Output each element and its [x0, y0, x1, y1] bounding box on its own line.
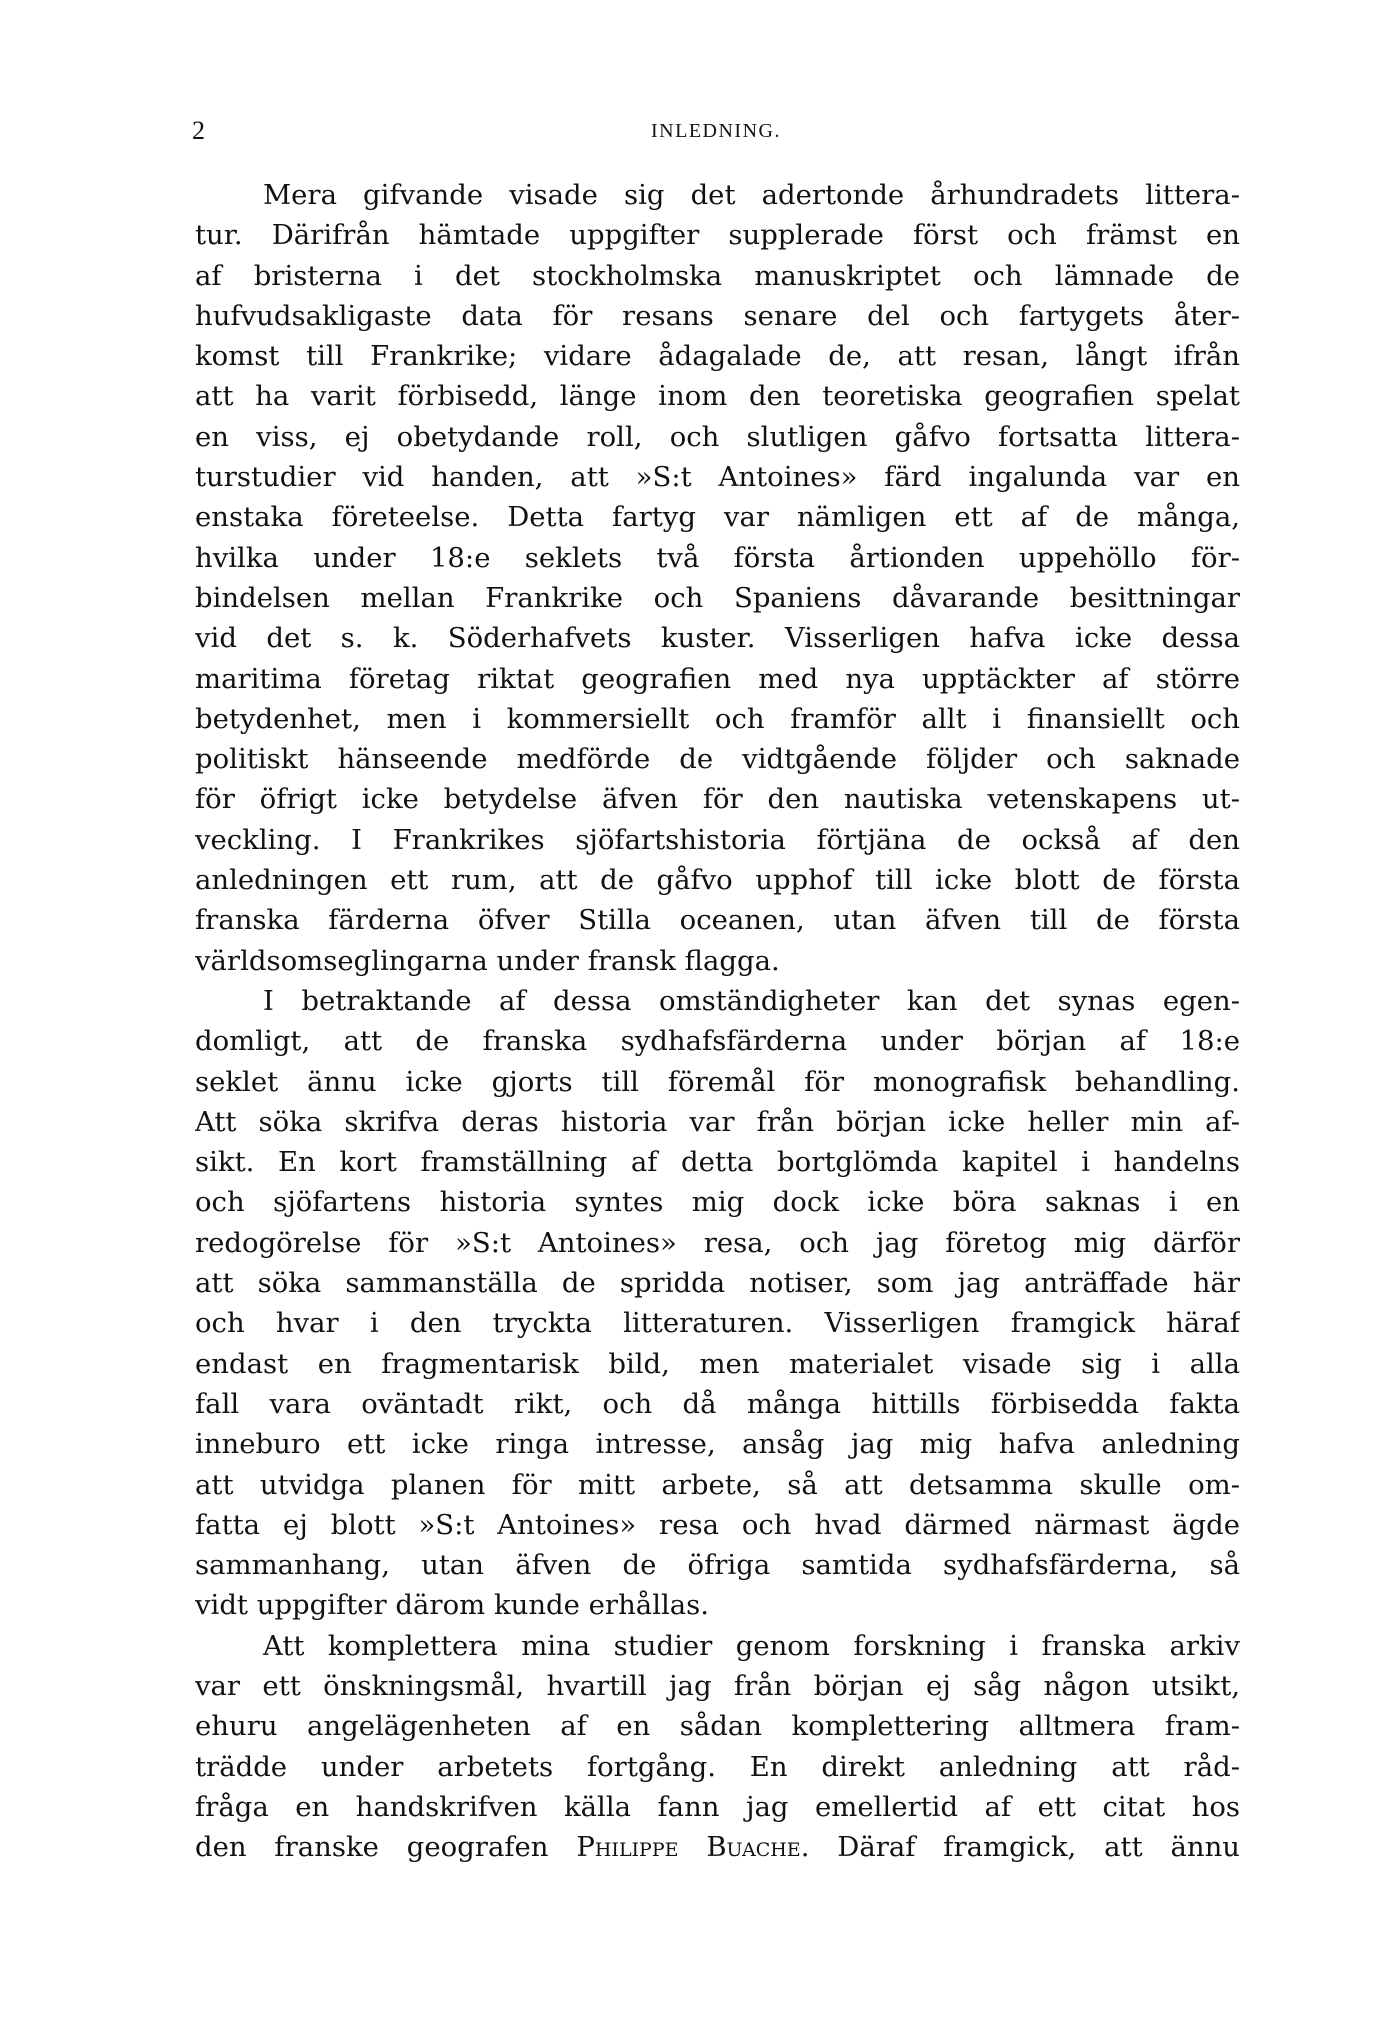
text-line: för öfrigt icke betydelse äfven för den nautiska vetenskapens ut- [195, 783, 1240, 816]
text-line: en viss, ej obetydande roll, och slutligen gåfvo fortsatta littera- [195, 420, 1240, 453]
text-line: fatta ej blott »S:t Antoines» resa och hvad därmed närmast ägde [195, 1508, 1240, 1541]
text-line: sikt. En kort framställning af detta bortglömda kapitel i handelns [195, 1146, 1240, 1179]
text-line: turstudier vid handen, att »S:t Antoines» färd ingalunda var en [195, 461, 1240, 494]
text-line: att ha varit förbisedd, länge inom den teoretiska geografien spelat [195, 380, 1240, 413]
text-line: hvilka under 18:e seklets två första årtionden uppehöllo för- [195, 541, 1240, 574]
text-line: att söka sammanställa de spridda notiser, som jag anträffade här [195, 1267, 1240, 1300]
text-line: enstaka företeelse. Detta fartyg var nämligen ett af de många, [195, 501, 1240, 534]
text-line: trädde under arbetets fortgång. En direkt anledning att råd- [195, 1750, 1240, 1783]
text-line: fall vara oväntadt rikt, och då många hittills förbisedda fakta [195, 1387, 1240, 1420]
text-line: anledningen ett rum, att de gåfvo upphof till icke blott de första [195, 864, 1240, 897]
text-line: vidt uppgifter därom kunde erhållas. [195, 1589, 710, 1622]
text-line: sammanhang, utan äfven de öfriga samtida sydhafsfärderna, så [195, 1549, 1240, 1582]
text-line: och hvar i den tryckta litteraturen. Visserligen framgick häraf [195, 1307, 1240, 1340]
text-line: seklet ännu icke gjorts till föremål för monografisk behandling. [195, 1065, 1240, 1098]
text-line: Att söka skrifva deras historia var från början icke heller min af- [195, 1105, 1240, 1138]
text-run: . Däraf framgick, att ännu [800, 1831, 1240, 1864]
text-line: världsomseglingarna under fransk flagga. [195, 944, 780, 977]
author-name: Philippe Buache [576, 1831, 801, 1864]
text-line: ehuru angelägenheten af en sådan komplettering alltmera fram- [195, 1710, 1240, 1743]
text-line: domligt, att de franska sydhafsfärderna under början af 18:e [195, 1025, 1240, 1058]
text-line: maritima företag riktat geografien med nya upptäckter af större [195, 662, 1240, 695]
text-line: bindelsen mellan Frankrike och Spaniens dåvarande besittningar [195, 581, 1240, 614]
text-line: och sjöfartens historia syntes mig dock icke böra saknas i en [195, 1186, 1240, 1219]
text-line: inneburo ett icke ringa intresse, ansåg jag mig hafva anledning [195, 1428, 1240, 1461]
text-line: franska färderna öfver Stilla oceanen, utan äfven till de första [195, 904, 1240, 937]
text-line: Att komplettera mina studier genom forskning i franska arkiv [263, 1629, 1240, 1662]
text-line: att utvidga planen för mitt arbete, så att detsamma skulle om- [195, 1468, 1240, 1501]
text-line: Mera gifvande visade sig det adertonde århundradets littera- [263, 179, 1240, 211]
text-line: redogörelse för »S:t Antoines» resa, och jag företog mig därför [195, 1226, 1240, 1259]
text-line: I betraktande af dessa omständigheter kan det synas egen- [263, 984, 1240, 1017]
text-line: betydenhet, men i kommersiellt och framför allt i finansiellt och [195, 702, 1240, 735]
text-line: veckling. I Frankrikes sjöfartshistoria förtjäna de också af den [195, 823, 1240, 856]
text-line [195, 1827, 1240, 1867]
text-line: endast en fragmentarisk bild, men materialet visade sig i alla [195, 1347, 1240, 1380]
running-header [190, 116, 1242, 156]
text-line: vid det s. k. Söderhafvets kuster. Visserligen hafva icke dessa [195, 622, 1240, 655]
text-run: den franske geografen [195, 1831, 577, 1864]
page-number: 2 [192, 116, 205, 145]
text-line: var ett önskningsmål, hvartill jag från början ej såg någon utsikt, [195, 1669, 1240, 1702]
text-line: tur. Därifrån hämtade uppgifter supplerade först och främst en [195, 219, 1240, 252]
text-line: af bristerna i det stockholmska manuskriptet och lämnade de [195, 259, 1240, 292]
text-line: politiskt hänseende medförde de vidtgående följder och saknade [195, 743, 1240, 776]
text-line: hufvudsakligaste data för resans senare del och fartygets åter- [195, 299, 1240, 332]
text-line: komst till Frankrike; vidare ådagalade de, att resan, långt ifrån [195, 340, 1240, 373]
body-text [195, 175, 1240, 1867]
text-line: fråga en handskrifven källa fann jag emellertid af ett citat hos [195, 1790, 1240, 1823]
running-title: INLEDNING. [651, 120, 781, 142]
